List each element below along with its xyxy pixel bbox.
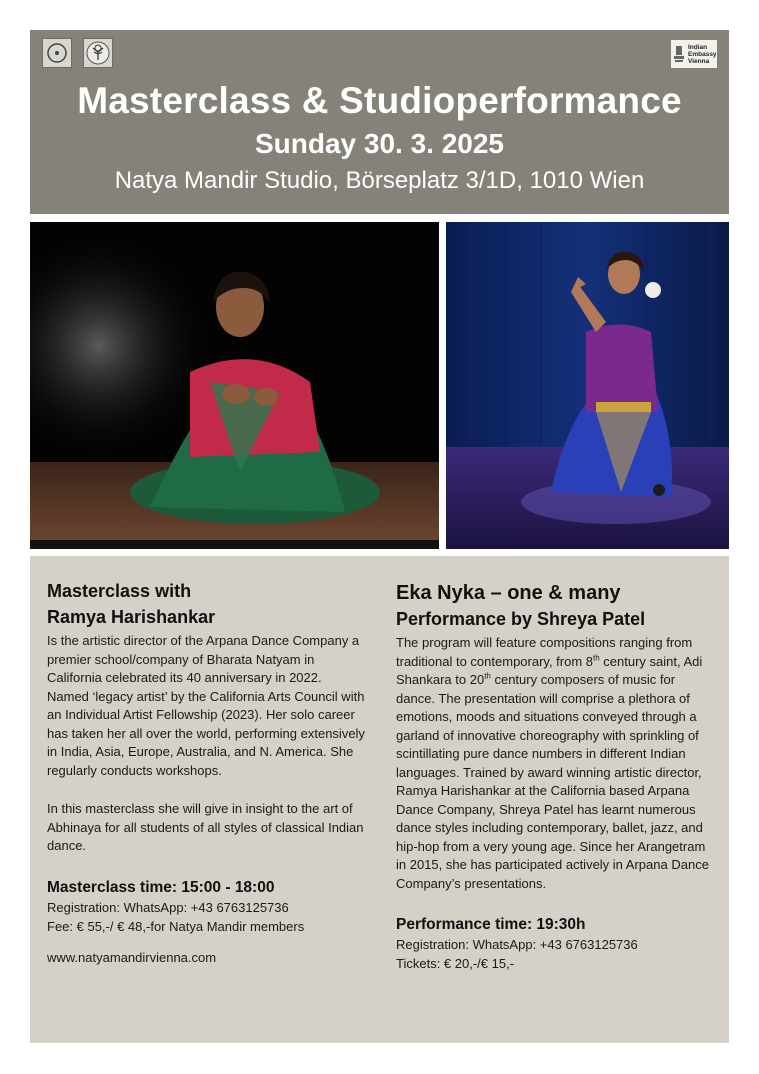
event-date: Sunday 30. 3. 2025 [254,128,505,159]
masterclass-column [47,556,367,965]
embassy-line-3: Vienna [688,57,710,65]
performance-heading-line-1: Eka Nyka – one & many [396,582,621,604]
masterclass-registration: Registration: WhatsApp: +43 6763125736 [47,899,289,915]
circle-logo-icon [42,38,72,68]
photo-ramya-harishankar [30,222,439,549]
tree-seal-logo-icon [83,38,113,68]
masterclass-fee: Fee: € 55,-/ € 48,-for Natya Mandir members [47,918,305,934]
photo-shreya-patel [446,222,729,549]
masterclass-time: Masterclass time: 15:00 - 18:00 [47,878,275,896]
performance-column [396,556,716,973]
embassy-logo [671,40,717,68]
embassy-line-2: Embassy [688,50,717,58]
event-title: Masterclass & Studioperformance [77,80,682,121]
masterclass-heading-line-2: Ramya Harishankar [47,607,216,627]
info-panel [30,556,729,1043]
header-banner [30,30,729,214]
masterclass-heading-line-1: Masterclass with [47,581,192,601]
performance-tickets: Tickets: € 20,-/€ 15,- [396,956,515,971]
masterclass-description: In this masterclass she will give in insight to the art of Abhinaya for all students of all styles of classical Indian dance. [47,801,364,853]
performance-heading-line-2: Performance by Shreya Patel [396,609,646,629]
masterclass-bio: Is the artistic director of the Arpana Dance Company a premier school/company of Bharata Natyam in California celebrated its 40 anniversary in 2022. Named ‘legacy artist’ by the California Arts Council with an Individual Artist Fellowship (2023). Her solo career has taken her all over the world, performing extensively in India, Asia, Europe, Australia, and N. America. She regularly conducts workshops. [47,633,365,778]
website-link[interactable]: www.natyamandirvienna.com [47,949,217,965]
performance-registration: Registration: WhatsApp: +43 6763125736 [396,937,638,952]
performance-description: The program will feature compositions ranging from traditional to contemporary, from 8th century saint, Adi Shankara to 20th century composers of music for dance. The presentation will comprise a plethora of emotions, moods and situations conveyed through a garland of innovative choreography with sprinkling of scintillating pure dance numbers in different Indian languages. Trained by award winning artistic director, Ramya Harishankar at the California based Arpana Dance Company, Shreya Patel has learnt numerous dance styles including contemporary, ballet, jazz, and hip-hop from a very young age. Since her Arangetram in 2015, she has participated actively in Arpana Dance Company’s presentations. [396,635,709,891]
emblem-icon [673,44,685,64]
performance-time: Performance time: 19:30h [396,916,586,933]
event-venue: Natya Mandir Studio, Börseplatz 3/1D, 1010 Wien [114,167,645,194]
embassy-line-1: Indian [688,43,708,51]
